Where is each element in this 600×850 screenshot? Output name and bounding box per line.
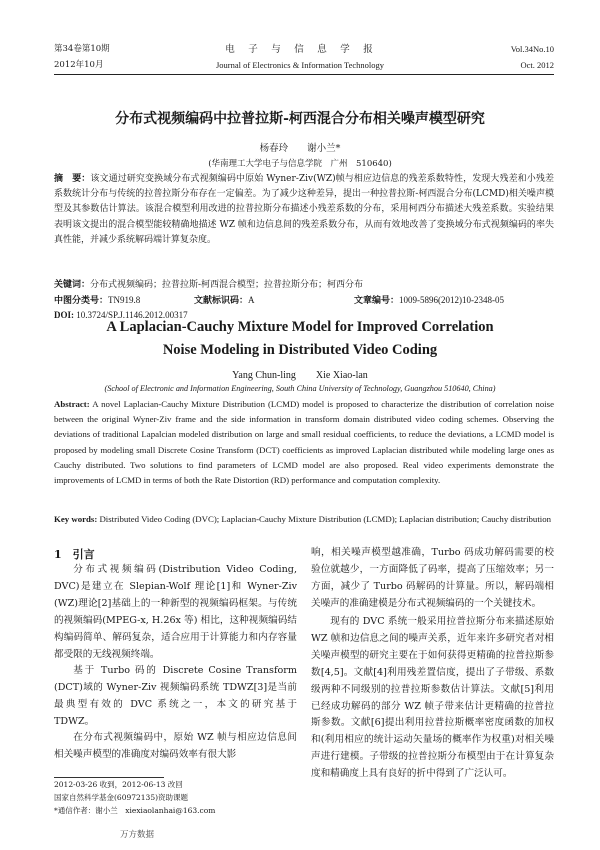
intro-left-paragraph-1: 分布式视频编码(Distribution Video Coding, DVC)是建立在 Slepian-Wolf 理论[1]和 Wyner-Ziv (WZ)理论[2]基础上的一种新型的视频编码框架。与传统的视频编码(MPEG-x, H.26x 等) 相比，这种视频编码结构编码简单、解码复杂，适合应用于计算能力和内存容量都受限的无线视频终端。 [54, 564, 297, 660]
footnote-corresponding-author: *通信作者：谢小兰 xiexiaolanhai@163.com [54, 806, 216, 815]
clc-value: TN919.8 [108, 295, 141, 305]
abstract-en-label: Abstract: [54, 399, 90, 409]
authors-en: Yang Chun-ling Xie Xiao-lan [232, 370, 368, 381]
footnote-received: 2012-03-26 收到，2012-06-13 改回 [54, 780, 183, 789]
intro-right-paragraph-1: 响，相关噪声模型越准确，Turbo 码成功解码需要的校验位就越少，一方面降低了码率，提高了压缩效率；另一方面，减少了 Turbo 码解码的计算量。所以，解码端相关噪声的准确建模是分布式视频编码的一个关键技术。 [311, 547, 554, 609]
keywords-cn [54, 278, 554, 293]
article-number-value: 1009-5896(2012)10-2348-05 [399, 295, 505, 305]
doc-code-label: 文献标识码： [194, 296, 249, 306]
authors-cn: 杨春玲 谢小兰* [259, 143, 341, 154]
intro-left-paragraph-3: 在分布式视频编码中，原始 WZ 帧与相应边信息间相关噪声模型的准确度对编码效率有很大影 [54, 732, 297, 760]
abstract-cn-text: 该文通过研究变换域分布式视频编码中原始 Wyner-Ziv(WZ)帧与相应边信息的残差系数特性，发现大残差和小残差系数统计分布与传统的拉普拉斯分布存在一定偏差。为了减少这种差异，提出一种拉普拉斯-柯西混合分布(LCMD)相关噪声模型及其参数估计算法。该混合模型利用改进的拉普拉斯分布描述小残差系数的分布，采用柯西分布描述大残差系数。实验结果表明该文提出的混合模型能较精确地描述 WZ 帧和边信息间的残差系数分布，从而有效地改善了变换域分布式视频编码的率失真性能，并减少系统解码端计算复杂度。 [54, 174, 554, 245]
keywords-cn-label: 关键词： [54, 280, 91, 290]
doi-label: DOI: [54, 310, 74, 320]
journal-issue-cn: 第34卷第10期 [54, 44, 110, 54]
keywords-en-text: Distributed Video Coding (DVC); Laplacian-Cauchy Mixture Distribution (LCMD); Laplacian distribution; Cauchy distribution [99, 514, 551, 524]
abstract-en [54, 397, 554, 488]
clc-label: 中图分类号： [54, 296, 109, 306]
journal-date-cn: 2012年10月 [54, 60, 104, 70]
doi-value: 10.3724/SP.J.1146.2012.00317 [76, 310, 188, 320]
intro-right-paragraph-2: 现有的 DVC 系统一般采用拉普拉斯分布来描述原始 WZ 帧和边信息之间的噪声关系，近年来许多研究者对相关噪声模型的研究主要在于如何获得更精确的拉普拉斯参数[4,5]。文献[4]利用残差置信度，提出了子带级、系数级两种不同级别的拉普拉斯参数估计算法。文献[5]利用已经成功解码的部分 WZ 帧子带来估计更精确的拉普拉斯参数。文献[6]提出利用拉普拉斯概率密度函数的加权和(利用相应的统计运动矢量场的概率作为权重)对相关噪声进行建模。子带级的拉普拉斯分布模型由于在计算复杂度和精确度上具有良好的折中得到了广泛认可。 [311, 616, 554, 780]
paper-title-en-line2: Noise Modeling in Distributed Video Coding [162, 342, 438, 358]
affiliation-cn: (华南理工大学电子与信息学院 广州 510640) [208, 159, 392, 169]
abstract-en-text: A novel Laplacian-Cauchy Mixture Distribution (LCMD) model is proposed to characterize the distribution of correlation noise between the original Wyner-Ziv frame and the side information in transform domain distributed video coding schemes. Observing the deviations of traditional Lapalcian modeled distribution on large and small residual coefficients, to reduce the deviations, a LCMD model is proposed by modeling small Discrete Cosine Transform (DCT) coefficients as improved Laplacian distributed while modeling large ones as Cauchy distributed. Two solutions to find parameters of LCMD model are also proposed. Real video experiments demonstrate the improvements of LCMD in terms of both the Rate Distortion (RD) performance and computation complexity. [54, 399, 555, 486]
journal-name-en: Journal of Electronics & Information Technology [215, 60, 385, 70]
watermark-text: 万方数据 [120, 830, 155, 840]
footnote-fund: 国家自然科学基金(60972135)资助课题 [54, 793, 189, 802]
abstract-cn-label: 摘 要： [54, 174, 91, 184]
journal-volume-en: Vol.34No.10 [510, 44, 554, 54]
header-rule [54, 74, 554, 75]
doc-code-value: A [248, 295, 255, 305]
article-number-label: 文章编号： [354, 296, 400, 306]
journal-name-cn: 电 子 与 信 息 学 报 [225, 44, 375, 55]
keywords-en [54, 512, 554, 527]
intro-left-paragraph-2: 基于 Turbo 码的 Discrete Cosine Transform (DCT)域的 Wyner-Ziv 视频编码系统 TDWZ[3]是当前最典型有效的 DVC 系统之一，本文的研究基于 TDWZ。 [54, 665, 297, 727]
section-title-introduction: 1 引言 [54, 548, 95, 561]
paper-title-cn: 分布式视频编码中拉普拉斯-柯西混合分布相关噪声模型研究 [115, 111, 485, 127]
keywords-en-label: Key words: [54, 514, 98, 524]
abstract-cn [54, 172, 554, 248]
paper-title-en-line1: A Laplacian-Cauchy Mixture Model for Improved Correlation [106, 319, 494, 335]
journal-date-en: Oct. 2012 [520, 60, 554, 70]
affiliation-en: (School of Electronic and Information Engineering, South China University of Technology, Guangzhou 510640, China) [104, 384, 496, 393]
footnote-rule [54, 777, 164, 778]
keywords-cn-text: 分布式视频编码；拉普拉斯-柯西混合模型；拉普拉斯分布；柯西分布 [90, 280, 364, 290]
classification-line [54, 293, 554, 309]
